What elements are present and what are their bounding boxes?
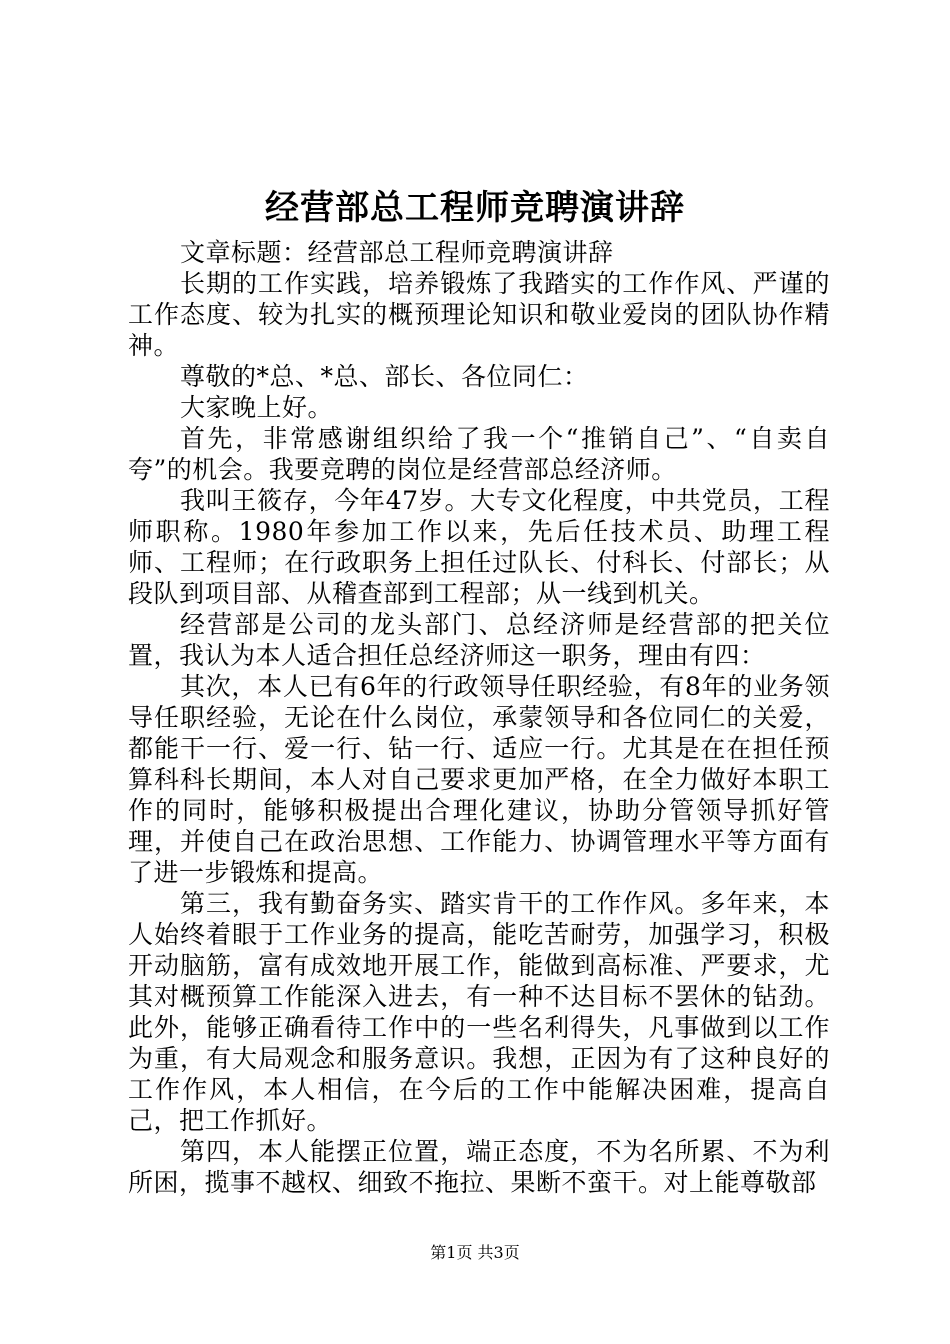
- paragraph-article-title: 文章标题：经营部总工程师竞聘演讲辞: [180, 238, 614, 267]
- paragraph-reason-fourth: 第四，本人能摆正位置，端正态度，不为名所累、不为利所困，揽事不越权、细致不拖拉、果断不蛮干。对上能尊敬部: [128, 1137, 830, 1197]
- page-number-footer: 第1页 共3页: [430, 1243, 520, 1262]
- document-body: [128, 237, 830, 1198]
- document-title: 经营部总工程师竞聘演讲辞: [265, 188, 685, 228]
- paragraph-reasons-lead: 经营部是公司的龙头部门、总经济师是经营部的把关位置，我认为本人适合担任总经济师这一职务，理由有四：: [128, 610, 830, 670]
- paragraph-salutation: 尊敬的*总、*总、部长、各位同仁：: [180, 362, 589, 391]
- paragraph-intro: 长期的工作实践，培养锻炼了我踏实的工作作风、严谨的工作态度、较为扎实的概预理论知识和敬业爱岗的团队协作精神。: [128, 269, 830, 360]
- paragraph-reason-third: 第三，我有勤奋务实、踏实肯干的工作作风。多年来，本人始终着眼于工作业务的提高，能吃苦耐劳，加强学习，积极开动脑筋，富有成效地开展工作，能做到高标准、严要求，尤其对概预算工作能深入进去，有一种不达目标不罢休的钻劲。此外，能够正确看待工作中的一些名利得失，凡事做到以工作为重，有大局观念和服务意识。我想，正因为有了这种良好的工作作风，本人相信，在今后的工作中能解决困难，提高自己，把工作抓好。: [128, 889, 830, 1135]
- paragraph-self-intro: 我叫王筱存，今年47岁。大专文化程度，中共党员，工程师职称。1980年参加工作以来，先后任技术员、助理工程师、工程师；在行政职务上担任过队长、付科长、付部长；从段队到项目部、从稽查部到工程部；从一线到机关。: [128, 486, 830, 608]
- paragraph-reason-second: 其次，本人已有6年的行政领导任职经验，有8年的业务领导任职经验，无论在什么岗位，承蒙领导和各位同仁的关爱，都能干一行、爱一行、钻一行、适应一行。尤其是在在担任预算科科长期间，本人对自己要求更加严格，在全力做好本职工作的同时，能够积极提出合理化建议，协助分管领导抓好管理，并使自己在政治思想、工作能力、协调管理水平等方面有了进一步锻炼和提高。: [128, 672, 830, 887]
- paragraph-thanks: 首先，非常感谢组织给了我一个“推销自己”、“自卖自夸”的机会。我要竞聘的岗位是经营部总经济师。: [128, 424, 830, 484]
- paragraph-greeting: 大家晚上好。: [180, 393, 334, 422]
